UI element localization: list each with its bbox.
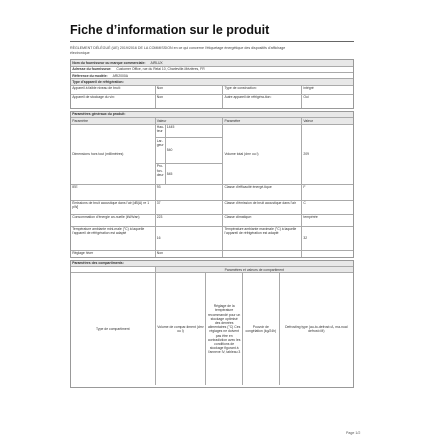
winter-setting-value: Non	[156, 251, 224, 257]
supplier-row	[71, 60, 353, 65]
product-information-sheet	[70, 22, 354, 388]
depth-value: 545	[166, 171, 173, 176]
noise-class-label: Classe d’émission de bruit acoustique dans l’air	[223, 201, 302, 214]
empty-value	[302, 251, 353, 257]
height-value: 1445	[166, 125, 175, 130]
general-parameters-table	[70, 111, 354, 258]
max-ambient-temp-label: Température ambiante maximale (°C) à laquelle l’appareil de réfrigération est adapté	[223, 227, 302, 250]
climate-class-value: tempérée	[303, 215, 318, 220]
width-label: Lar-geur	[156, 138, 166, 163]
volume-label: Volume total (dm³ ou l)	[223, 125, 302, 184]
construction-type-value: intégré	[303, 86, 314, 91]
freezing-capacity-header: Pouvoir de congélation (kg/24h)	[243, 273, 280, 385]
header-parameter-2: Paramètre	[223, 118, 302, 123]
model-label: Référence du modèle:	[72, 73, 108, 78]
noise-emission-value: 37	[156, 201, 224, 214]
low-noise-value: Non	[156, 86, 224, 94]
page-number: Page 1/2	[346, 431, 361, 435]
annual-consumption-value: 223	[156, 215, 224, 226]
low-noise-label: Appareil à faible niveau de bruit:	[71, 86, 156, 94]
noise-class-value: C	[303, 201, 306, 206]
regulation-text: RÈGLEMENT DÉLÉGUÉ (UE) 2019/2016 DE LA COMMISSION en ce qui concerne l’étiquetage énergétique des dispositifs d’affichage électronique	[70, 46, 286, 55]
volume-value: 209	[303, 151, 310, 156]
max-ambient-temp-value: 32	[303, 235, 308, 240]
height-label: Hau-teur	[156, 125, 166, 137]
min-ambient-temp-label: Température ambiante mini-male (°C) à laquelle l’appareil de réfrigération est adapté	[71, 227, 156, 250]
recommended-temp-header: Réglage de la température recommandé pour un stockage optimisé des denrées alimentaires (°C) Ces réglages ne doivent pas être en contradiction avec les conditions de stockage figurant à l’annexe IV, tableau 3	[206, 273, 243, 385]
other-appliance-value: Oui	[303, 95, 309, 100]
dimensions-values	[156, 125, 224, 184]
eei-value: 93	[156, 185, 224, 200]
annual-consumption-label: Consommation d’énergie an-nuelle (kWh/an)	[71, 215, 156, 226]
width-value: 540	[166, 148, 173, 153]
winter-setting-label: Réglage hiver	[71, 251, 156, 257]
address-row	[71, 67, 353, 72]
other-appliance-label: Autre appareil de réfrigéra-tion:	[223, 95, 302, 108]
climate-class-label: Classe climatique:	[223, 215, 302, 226]
compartment-group-header: Paramètres et valeurs de compartiment	[156, 267, 353, 272]
supplier-value: AIRLUX	[150, 60, 163, 65]
dimensions-label: Dimensions hors tout (millimètres)	[71, 125, 156, 184]
compartment-type-header: Type de compartiment	[71, 273, 156, 385]
wine-storage-label: Appareil de stockage du vin:	[71, 95, 156, 108]
model-value: ARI2000A	[112, 73, 129, 78]
construction-type-label: Type de construction:	[223, 86, 302, 94]
compartment-parameters-table	[70, 260, 354, 388]
address-label: Adresse du fournisseur:	[72, 67, 112, 72]
eei-label: IEE	[71, 185, 156, 200]
general-heading: Paramètres généraux du produit:	[71, 112, 353, 117]
energy-class-label: Classe d’efficacité énergé-tique	[223, 185, 302, 200]
empty-label	[223, 251, 302, 257]
supplier-label: Nom du fournisseur ou marque commerciale:	[72, 60, 146, 65]
compartments-heading: Paramètres des compartiments:	[71, 261, 353, 266]
appliance-type-heading: Type d’appareil de réfrigération:	[71, 79, 353, 84]
header-value-1: Valeur	[156, 118, 224, 123]
defrosting-type-header: Defrosting type (au-to-defrost=A, ma-nual defrost=M)	[285, 325, 348, 334]
compartment-volume-header: Volume de compar-timent (dm³ ou l)	[156, 273, 207, 385]
min-ambient-temp-value: 16	[156, 227, 224, 250]
address-value: Customer Office, rue du Relai 10, Charleville-Mézières, FR	[116, 67, 205, 72]
page-title: Fiche d’information sur le produit	[70, 22, 354, 42]
header-value-2: Valeur	[303, 118, 313, 123]
depth-label: Pro-fon-deur	[156, 164, 166, 184]
header-parameter-1: Paramètre	[71, 118, 156, 123]
model-row	[71, 73, 353, 78]
energy-class-value: F	[303, 185, 306, 190]
wine-storage-value: Non	[156, 95, 224, 108]
noise-emission-label: Émissions de bruit acoustique dans l’air [dB(A) re 1 pW]	[71, 201, 156, 214]
supplier-info-table	[70, 59, 354, 109]
